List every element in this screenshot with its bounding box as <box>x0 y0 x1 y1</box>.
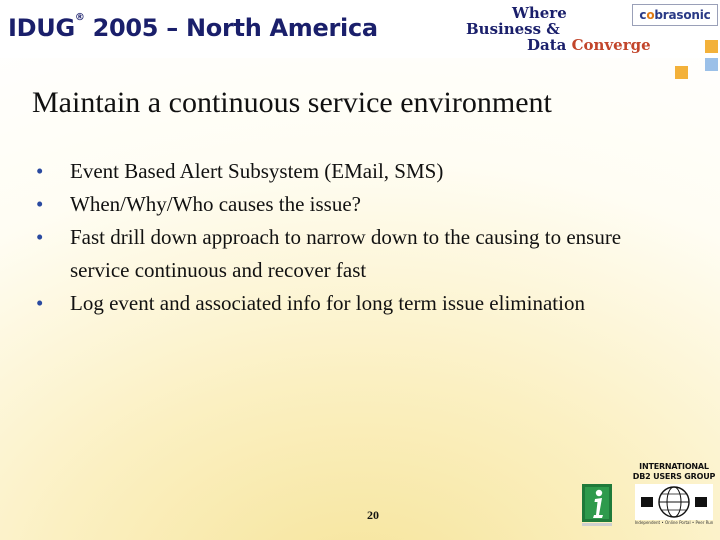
bullet-text: Log event and associated info for long term issue elimination <box>70 291 585 315</box>
bullet-item <box>36 221 676 287</box>
conference-title-name: IDUG <box>8 14 75 42</box>
group-name-line-1: INTERNATIONAL <box>639 462 709 471</box>
bullet-text: Event Based Alert Subsystem (EMail, SMS) <box>70 159 444 183</box>
bullet-text: Fast drill down approach to narrow down to the causing to ensure service continuous and recover fast <box>70 225 622 282</box>
cobrasonic-logo <box>632 4 718 26</box>
tagline-line-3 <box>527 37 651 54</box>
bullet-text: When/Why/Who causes the issue? <box>70 192 361 216</box>
bullet-item <box>36 155 676 188</box>
bullet-list <box>36 155 676 320</box>
bullet-dot-icon: • <box>36 225 44 249</box>
globe-emblem-icon <box>635 484 713 520</box>
decor-square-blue <box>705 58 718 71</box>
group-name-line-2: DB2 USERS GROUP <box>632 472 716 481</box>
slide-header <box>0 0 720 58</box>
registered-mark: ® <box>74 12 85 23</box>
conference-title-year-region: 2005 – North America <box>84 14 378 42</box>
group-motto: Independent • Online Portal • Peer Run <box>634 520 714 525</box>
decor-square-orange-top <box>705 40 718 53</box>
sponsor-logo-part-1: c <box>639 8 647 22</box>
tagline-line-2: Business & <box>466 20 560 38</box>
slide-title: Maintain a continuous service environment <box>32 86 552 119</box>
page-number: 20 <box>367 508 379 522</box>
bullet-dot-icon: • <box>36 192 44 216</box>
bullet-dot-icon: • <box>36 291 44 315</box>
tagline-data-word: Data <box>527 36 567 54</box>
idug-info-icon <box>582 484 612 528</box>
bullet-item <box>36 287 676 320</box>
bullet-dot-icon: • <box>36 159 44 183</box>
tagline-converge-word: Converge <box>566 36 651 54</box>
bullet-item <box>36 188 676 221</box>
sponsor-logo-part-3: brasonic <box>654 8 711 22</box>
decor-square-orange-bottom <box>675 66 688 79</box>
tagline-line-1: Where <box>512 4 567 22</box>
international-db2-users-group-logo <box>632 462 716 532</box>
conference-title <box>8 14 378 42</box>
sponsor-logo-part-2: o <box>646 8 655 22</box>
